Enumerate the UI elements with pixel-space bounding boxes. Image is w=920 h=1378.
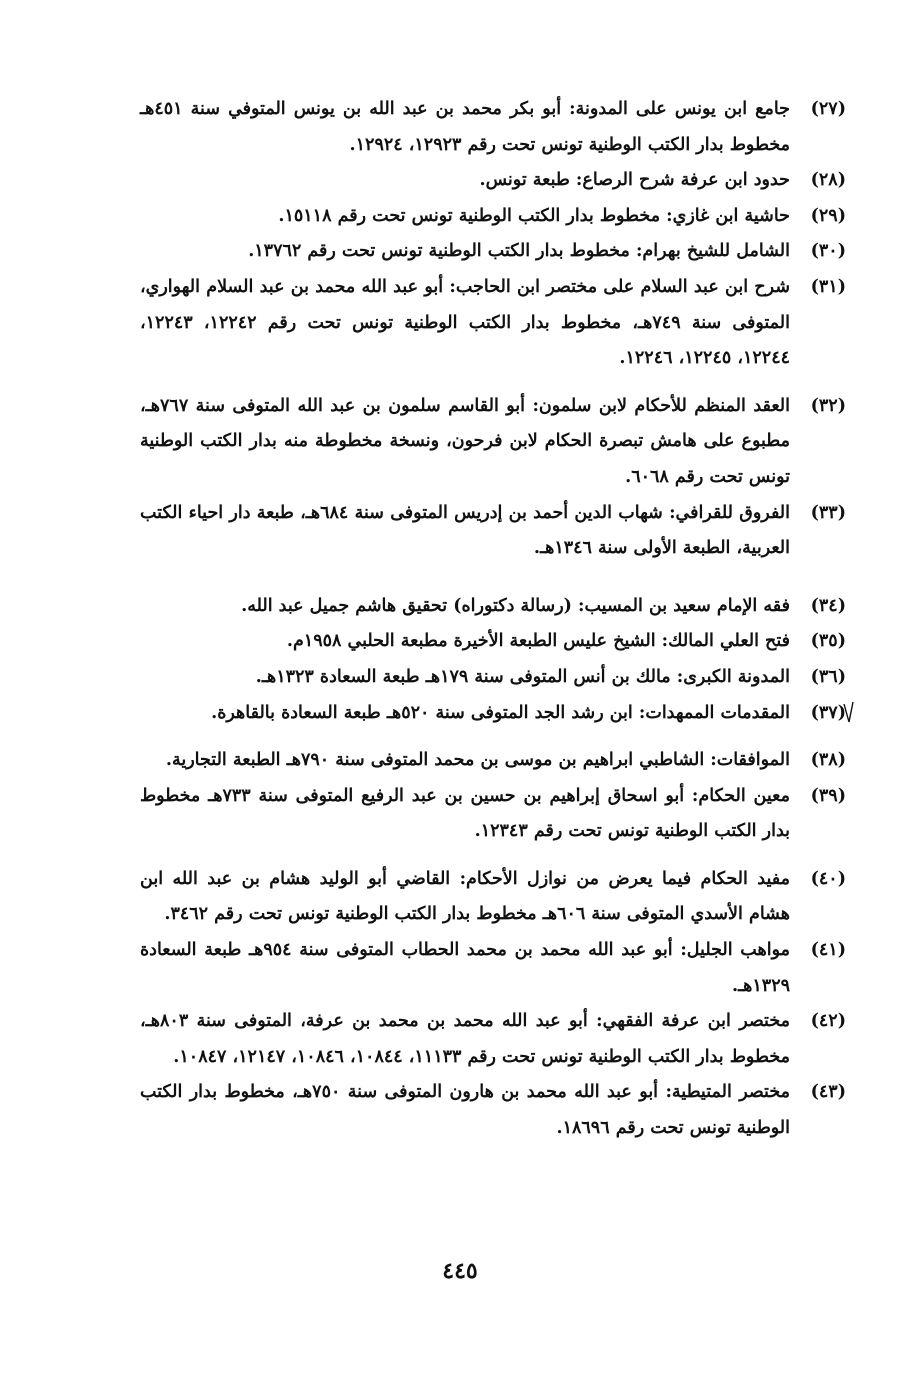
entry-number: (٢٨) <box>810 170 846 191</box>
entry-text: الشامل للشيخ بهرام: مخطوط بدار الكتب الوطنية تونس تحت رقم ١٣٧٦٢. <box>248 241 790 262</box>
bibliography-entry-31 <box>140 270 846 377</box>
bibliography-entry-37 <box>140 696 846 732</box>
entry-number: (٣٩) <box>810 785 846 806</box>
entry-text: حدود ابن عرفة شرح الرصاع: طبعة تونس. <box>479 170 790 191</box>
bibliography-entry-39 <box>140 779 846 850</box>
entry-number: (٤١) <box>810 940 846 961</box>
entry-number: (٤٢) <box>810 1011 846 1032</box>
bibliography-entry-40 <box>140 862 846 933</box>
entry-text: معين الحكام: أبو اسحاق إبراهيم بن حسين بن عبد الرفيع المتوفى سنة ٧٣٣هـ مخطوط بدار الكتب الوطنية تونس تحت رقم ١٢٣٤٣. <box>140 785 790 842</box>
bibliography-entry-30 <box>140 234 846 270</box>
bibliography-entry-41 <box>140 933 846 1004</box>
bibliography-entry-28 <box>140 163 846 199</box>
bibliography-entry-27 <box>140 92 846 163</box>
entry-text: مفيد الحكام فيما يعرض من نوازل الأحكام: القاضي أبو الوليد هشام بن عبد الله ابن هشام الأسدي المتوفى سنة ٦٠٦هـ مخطوط بدار الكتب الوطنية تونس تحت رقم ٣٤٦٢. <box>140 868 790 925</box>
bibliography-entry-43 <box>140 1075 846 1146</box>
entry-text: جامع ابن يونس على المدونة: أبو بكر محمد بن عبد الله بن يونس المتوفي سنة ٤٥١هـ مخطوط بدار الكتب الوطنية تونس تحت رقم ١٢٩٢٣، ١٢٩٢٤. <box>140 99 790 155</box>
entry-number: (٤٣) <box>810 1082 846 1103</box>
page-number: ٤٤٥ <box>442 1258 478 1284</box>
bibliography-page <box>140 92 846 1352</box>
bibliography-entry-33 <box>140 496 846 567</box>
entry-number: (٤٠) <box>810 868 846 889</box>
entry-text: مواهب الجليل: أبو عبد الله محمد بن محمد الحطاب المتوفى سنة ٩٥٤هـ طبعة السعادة ١٣٢٩هـ. <box>140 940 790 996</box>
bibliography-entry-32 <box>140 389 846 496</box>
entry-number: (٣١) <box>810 276 846 297</box>
entry-number: (٣٣) <box>810 502 846 523</box>
entry-number: (٣٥) <box>810 631 846 652</box>
bibliography-entry-34 <box>140 589 846 625</box>
entry-number: (٢٩) <box>810 205 846 226</box>
bibliography-entry-29 <box>140 199 846 235</box>
entry-text: فتح العلي المالك: الشيخ عليس الطبعة الأخيرة مطبعة الحلبي ١٩٥٨م. <box>286 631 790 652</box>
bibliography-entry-38 <box>140 743 846 779</box>
entry-number: (٣٠) <box>810 241 846 262</box>
entry-text: المقدمات الممهدات: ابن رشد الجد المتوفى سنة ٥٢٠هـ طبعة السعادة بالقاهرة. <box>211 702 790 723</box>
entry-text: الموافقات: الشاطبي ابراهيم بن موسى بن محمد المتوفى سنة ٧٩٠هـ الطبعة التجارية. <box>165 750 790 771</box>
entry-text: حاشية ابن غازي: مخطوط بدار الكتب الوطنية تونس تحت رقم ١٥١١٨. <box>278 205 790 226</box>
bibliography-entry-36 <box>140 660 846 696</box>
entry-text: مختصر ابن عرفة الفقهي: أبو عبد الله محمد بن محمد بن عرفة، المتوفى سنة ٨٠٣هـ، مخطوط بدار الكتب الوطنية تونس تحت رقم ١١١٣٣، ١٠٨٤٤، ١٠٨٤٦، ١٢١٤٧، ١٠٨٤٧. <box>140 1011 790 1067</box>
entry-number: (٣٤) <box>810 595 846 616</box>
entry-text: العقد المنظم للأحكام لابن سلمون: أبو القاسم سلمون بن عبد الله المتوفى سنة ٧٦٧هـ، مطبوع على هامش تبصرة الحكام لابن فرحون، ونسخة مخطوطة منه بدار الكتب الوطنية تونس تحت رقم ٦٠٦٨. <box>140 395 790 487</box>
entry-text: الفروق للقرافي: شهاب الدين أحمد بن إدريس المتوفى سنة ٦٨٤هـ، طبعة دار احياء الكتب العربية، الطبعة الأولى سنة ١٣٤٦هـ. <box>140 502 791 559</box>
entry-number: (٢٧) <box>810 99 846 119</box>
entry-text: شرح ابن عبد السلام على مختصر ابن الحاجب: أبو عبد الله محمد بن عبد السلام الهواري، المتوفى سنة ٧٤٩هـ، مخطوط بدار الكتب الوطنية تونس تحت رقم ١٢٢٤٢، ١٢٢٤٣، ١٢٢٤٤، ١٢٢٤٥، ١٢٢٤٦. <box>140 276 790 369</box>
bibliography-entry-42 <box>140 1004 846 1075</box>
entry-number: (٣٧) <box>810 702 846 723</box>
entry-text: فقه الإمام سعيد بن المسيب: (رسالة دكتوراه) تحقيق هاشم جميل عبد الله. <box>241 595 790 616</box>
entry-text: المدونة الكبرى: مالك بن أنس المتوفى سنة ١٧٩هـ طبعة السعادة ١٣٢٣هـ. <box>255 666 790 687</box>
bibliography-entry-35 <box>140 624 846 660</box>
entry-number: (٣٨) <box>810 750 846 771</box>
entry-number: (٣٦) <box>810 666 846 687</box>
entry-number: (٣٢) <box>810 395 846 416</box>
entry-text: مختصر المتيطية: أبو عبد الله محمد بن هارون المتوفى سنة ٧٥٠هـ، مخطوط بدار الكتب الوطنية تونس تحت رقم ١٨٦٩٦. <box>140 1082 790 1139</box>
